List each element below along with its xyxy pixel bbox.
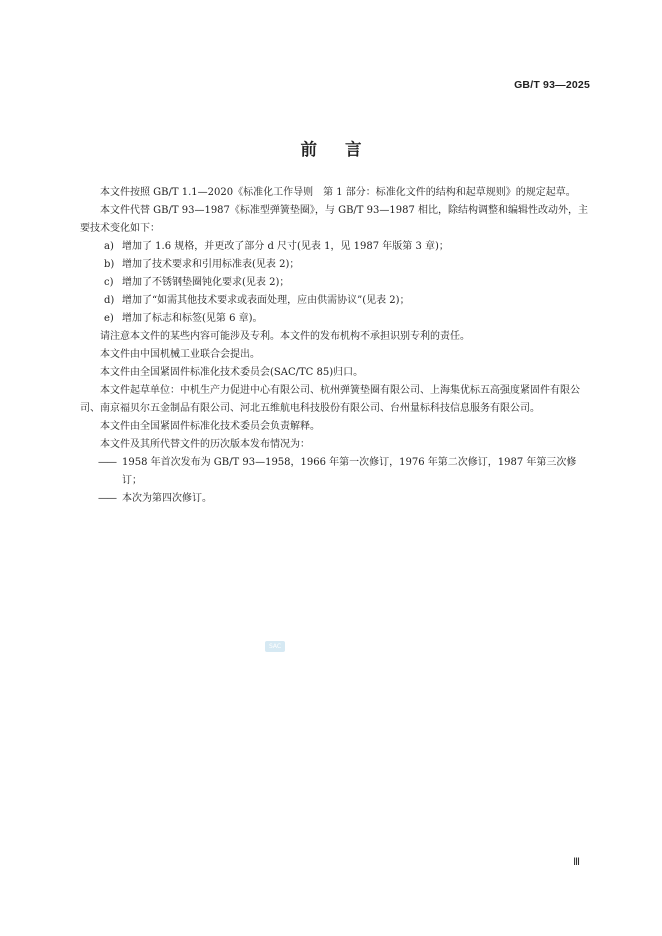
list-item-text: 增加了不锈钢垫圈钝化要求(见表 2)； (122, 277, 290, 288)
paragraph-patent-notice: 请注意本文件的某些内容可能涉及专利。本文件的发布机构不承担识别专利的责任。 (100, 331, 470, 342)
history-item-text: 本次为第四次修订。 (122, 493, 212, 504)
list-item-text: 增加了“如需其他技术要求或表面处理，应由供需协议”(见表 2)； (122, 295, 410, 306)
changes-list (80, 238, 590, 328)
list-item (80, 256, 590, 274)
paragraph-drafting-units: 本文件起草单位：中机生产力促进中心有限公司、杭州弹簧垫圈有限公司、上海集优标五高强度紧固件有限公司、南京福贝尔五金制品有限公司、河北五维航电科技股份有限公司、台州量标科技信息服务有限公司。 (80, 385, 580, 414)
list-item-text: 增加了技术要求和引用标准表(见表 2)； (122, 259, 300, 270)
paragraph-drafting-rules: 本文件按照 GB/T 1.1—2020《标准化工作导则 第 1 部分：标准化文件的结构和起草规则》的规定起草。 (100, 187, 576, 198)
standard-code: GB/T 93—2025 (514, 79, 590, 91)
list-item-text: 增加了标志和标签(见第 6 章)。 (122, 313, 263, 324)
history-item-text: 1958 年首次发布为 GB/T 93—1958，1966 年第一次修订，1976 年第二次修订，1987 年第三次修订； (122, 457, 577, 486)
page-number: Ⅲ (573, 857, 580, 868)
list-item (80, 292, 590, 310)
list-item-text: 增加了 1.6 规格，并更改了部分 d 尺寸(见表 1，见 1987 年版第 3 章)； (122, 241, 449, 252)
history-item (80, 490, 590, 508)
list-item (80, 274, 590, 292)
list-marker: e) (104, 313, 114, 324)
paragraph-interpretation: 本文件由全国紧固件标准化技术委员会负责解释。 (100, 421, 320, 432)
history-dash: —— (98, 493, 116, 504)
paragraph-replacement: 本文件代替 GB/T 93—1987《标准型弹簧垫圈》，与 GB/T 93—1987 相比，除结构调整和编辑性改动外，主要技术变化如下： (80, 205, 588, 234)
list-item (80, 310, 590, 328)
list-marker: a) (104, 241, 114, 252)
list-marker: b) (104, 259, 115, 270)
paragraph-proposed-by: 本文件由中国机械工业联合会提出。 (100, 349, 260, 360)
list-item (80, 238, 590, 256)
history-item (80, 454, 590, 490)
history-list (80, 454, 590, 508)
history-dash: —— (98, 457, 116, 468)
paragraph-history-intro: 本文件及其所代替文件的历次版本发布情况为： (100, 439, 310, 450)
sac-watermark: SAC (265, 641, 285, 652)
page-title: 前言 (300, 140, 390, 159)
paragraph-centralized-by: 本文件由全国紧固件标准化技术委员会(SAC/TC 85)归口。 (100, 367, 364, 378)
list-marker: c) (104, 277, 114, 288)
list-marker: d) (104, 295, 115, 306)
foreword-body (80, 184, 590, 508)
